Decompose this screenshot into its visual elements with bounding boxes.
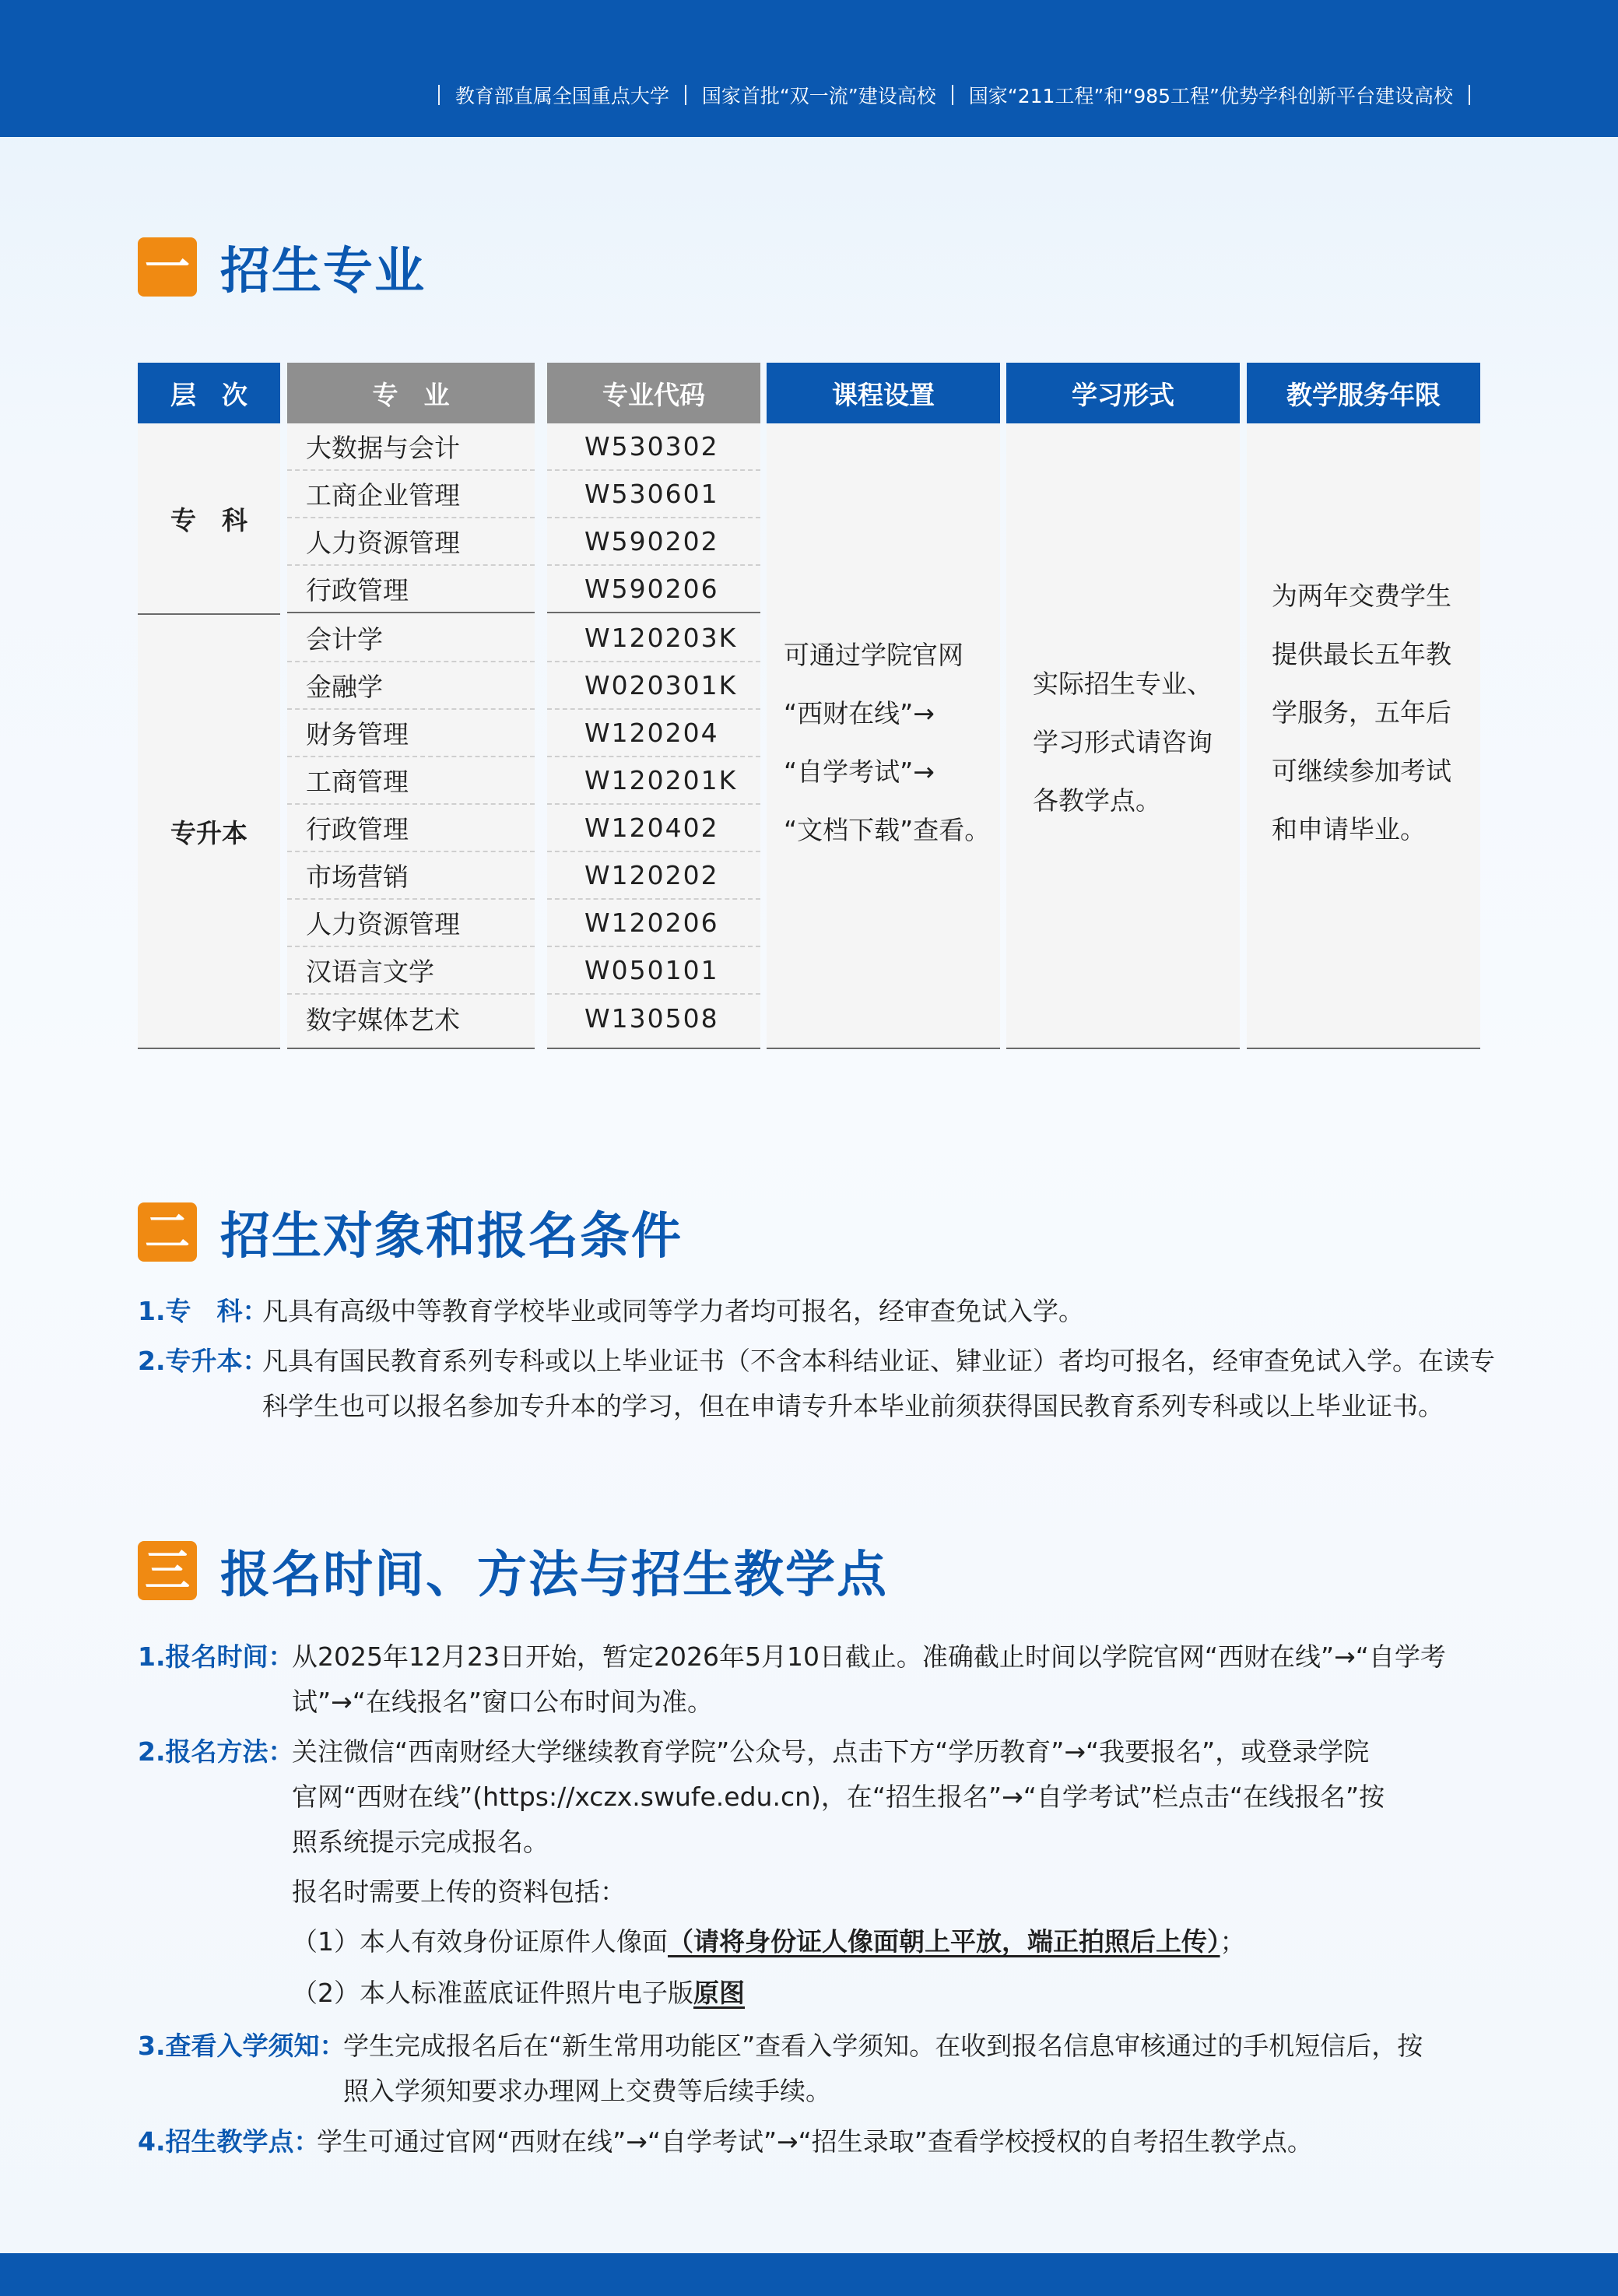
item-text	[292, 1729, 1481, 2016]
major-cell: 大数据与会计	[287, 423, 535, 471]
code-cell: W530302	[547, 423, 760, 471]
section-number-badge: 三	[138, 1541, 197, 1600]
table-header-study-form: 学习形式	[1006, 363, 1240, 423]
section-title: 招生对象和报名条件	[220, 1207, 683, 1266]
upload-intro: 报名时需要上传的资料包括：	[292, 1876, 626, 1907]
item-label: 3.查看入学须知：	[138, 2031, 346, 2061]
text-line: 凡具有国民教育系列专科或以上毕业证书（不含本科结业证、肄业证）者均可报名，经审查免试入学。在读专	[262, 1346, 1495, 1376]
table-header-level: 层 次	[138, 363, 280, 423]
level-cell-zhuanshengben: 专升本	[170, 817, 247, 848]
major-cell: 行政管理	[287, 566, 535, 613]
table-header-major: 专 业	[287, 363, 535, 423]
item-label: 2.专升本：	[138, 1346, 268, 1376]
text-line: 照入学须知要求办理网上交费等后续手续。	[343, 2076, 831, 2106]
code-cell: W590206	[547, 566, 760, 613]
service-years-note-line: 学服务，五年后	[1272, 697, 1451, 728]
code-cell: W050101	[547, 947, 760, 995]
section-title: 报名时间、方法与招生教学点	[220, 1546, 888, 1604]
slogan-divider	[685, 85, 686, 105]
upload-item-text: ；	[1220, 1926, 1246, 1957]
course-note	[767, 626, 1000, 859]
text-line: 科学生也可以报名参加专升本的学习，但在申请专升本毕业前须获得国民教育系列专科或以上毕业证书。	[262, 1391, 1444, 1421]
section-number-badge: 二	[138, 1202, 197, 1262]
table-header-service-years: 教学服务年限	[1247, 363, 1480, 423]
slogan-item: 教育部直属全国重点大学	[455, 85, 669, 107]
text-line: 关注微信“西南财经大学继续教育学院”公众号，点击下方“学历教育”→“我要报名”，或登录学院	[292, 1736, 1370, 1767]
major-cell: 行政管理	[287, 805, 535, 852]
service-years-column-body	[1247, 423, 1480, 1049]
upload-item-emphasis: （请将身份证人像面朝上平放，端正拍照后上传）	[668, 1926, 1220, 1957]
text-line: 试”→“在线报名”窗口公布时间为准。	[292, 1687, 713, 1717]
code-cell: W120206	[547, 900, 760, 947]
header-slogans	[423, 81, 1486, 109]
text-line: 学生完成报名后在“新生常用功能区”查看入学须知。在收到报名信息审核通过的手机短信后，按	[343, 2031, 1423, 2061]
section-2-heading	[138, 1196, 683, 1268]
code-cell: W020301K	[547, 662, 760, 710]
major-cell: 市场营销	[287, 852, 535, 900]
item-text	[292, 1634, 1481, 1725]
text-line: 照系统提示完成报名。	[292, 1827, 549, 1857]
course-note-line: 可通过学院官网	[784, 640, 963, 670]
major-cell: 工商管理	[287, 757, 535, 805]
major-cell: 工商企业管理	[287, 471, 535, 518]
item-label: 1.报名时间：	[138, 1641, 294, 1672]
major-cell: 汉语言文学	[287, 947, 535, 995]
major-cell: 数字媒体艺术	[306, 1005, 460, 1035]
text-line: 官网“西财在线”(https://xczx.swufe.edu.cn)，在“招生报名”→“自学考试”栏点击“在线报名”按	[292, 1782, 1385, 1812]
bottom-banner	[0, 2253, 1618, 2296]
service-years-note-line: 可继续参加考试	[1272, 756, 1451, 786]
course-column	[767, 363, 1000, 1049]
item-text	[262, 1289, 1084, 1334]
code-cell: W120203K	[547, 615, 760, 662]
item-label: 1.专 科：	[138, 1296, 268, 1326]
section-title: 招生专业	[220, 242, 426, 300]
table-header-code: 专业代码	[547, 363, 760, 423]
major-column-body	[287, 423, 535, 1049]
text-line: 从2025年12月23日开始，暂定2026年5月10日截止。准确截止时间以学院官网“西财在线”→“自学考	[292, 1641, 1446, 1672]
code-cell: W590202	[547, 518, 760, 566]
level-column-body	[138, 423, 280, 1049]
study-form-column-body	[1006, 423, 1240, 1049]
slogan-divider	[438, 85, 440, 105]
service-years-note-line: 提供最长五年教	[1272, 639, 1451, 669]
item-label: 2.报名方法：	[138, 1736, 294, 1767]
code-cell: W120402	[547, 805, 760, 852]
upload-item-1	[292, 1919, 1481, 1964]
study-form-note-line: 实际招生专业、	[1033, 669, 1213, 699]
item-text	[343, 2024, 1481, 2114]
code-cell: W120204	[547, 710, 760, 757]
study-form-note	[1006, 655, 1240, 830]
major-cell: 人力资源管理	[287, 518, 535, 566]
item-label: 4.招生教学点：	[138, 2126, 320, 2157]
item-text	[262, 1339, 1495, 1429]
code-column	[547, 363, 760, 1049]
majors-table	[138, 363, 1480, 1049]
major-cell: 金融学	[287, 662, 535, 710]
level-column	[138, 363, 280, 1049]
code-cell: W530601	[547, 471, 760, 518]
code-cell: W120202	[547, 852, 760, 900]
item-text	[317, 2119, 1313, 2164]
major-cell: 会计学	[287, 615, 535, 662]
service-years-column	[1247, 363, 1480, 1049]
slogan-item: 国家首批“双一流”建设高校	[701, 85, 936, 107]
study-form-note-line: 学习形式请咨询	[1033, 727, 1213, 757]
text-line: 凡具有高级中等教育学校毕业或同等学力者均可报名，经审查免试入学。	[262, 1296, 1084, 1326]
section-3-heading	[138, 1535, 888, 1606]
course-column-body	[767, 423, 1000, 1049]
section-number-badge: 一	[138, 237, 197, 297]
upload-item-emphasis: 原图	[693, 1978, 745, 2008]
code-cell: W130508	[584, 1003, 719, 1034]
service-years-note-line: 为两年交费学生	[1272, 581, 1451, 611]
slogan-divider	[952, 85, 953, 105]
upload-item-text: （1）本人有效身份证原件人像面	[292, 1926, 668, 1957]
top-banner	[0, 0, 1618, 137]
course-note-line: “西财在线”→	[784, 698, 935, 728]
upload-item-2	[292, 1971, 1481, 2016]
level-cell-zhuanke: 专 科	[170, 504, 247, 535]
service-years-note-line: 和申请毕业。	[1272, 814, 1426, 844]
code-cell: W120201K	[547, 757, 760, 805]
study-form-column	[1006, 363, 1240, 1049]
course-note-line: “文档下载”查看。	[784, 815, 991, 845]
major-cell: 财务管理	[287, 710, 535, 757]
major-cell: 人力资源管理	[287, 900, 535, 947]
text-line: 学生可通过官网“西财在线”→“自学考试”→“招生录取”查看学校授权的自考招生教学点。	[317, 2126, 1313, 2157]
code-column-body	[547, 423, 760, 1049]
major-column	[287, 363, 535, 1049]
upload-item-text: （2）本人标准蓝底证件照片电子版	[292, 1978, 693, 2008]
slogan-divider	[1469, 85, 1470, 105]
study-form-note-line: 各教学点。	[1033, 785, 1161, 816]
table-header-course: 课程设置	[767, 363, 1000, 423]
service-years-note	[1247, 567, 1480, 858]
section-1-heading	[138, 231, 426, 303]
slogan-item: 国家“211工程”和“985工程”优势学科创新平台建设高校	[968, 85, 1453, 107]
course-note-line: “自学考试”→	[784, 757, 935, 787]
